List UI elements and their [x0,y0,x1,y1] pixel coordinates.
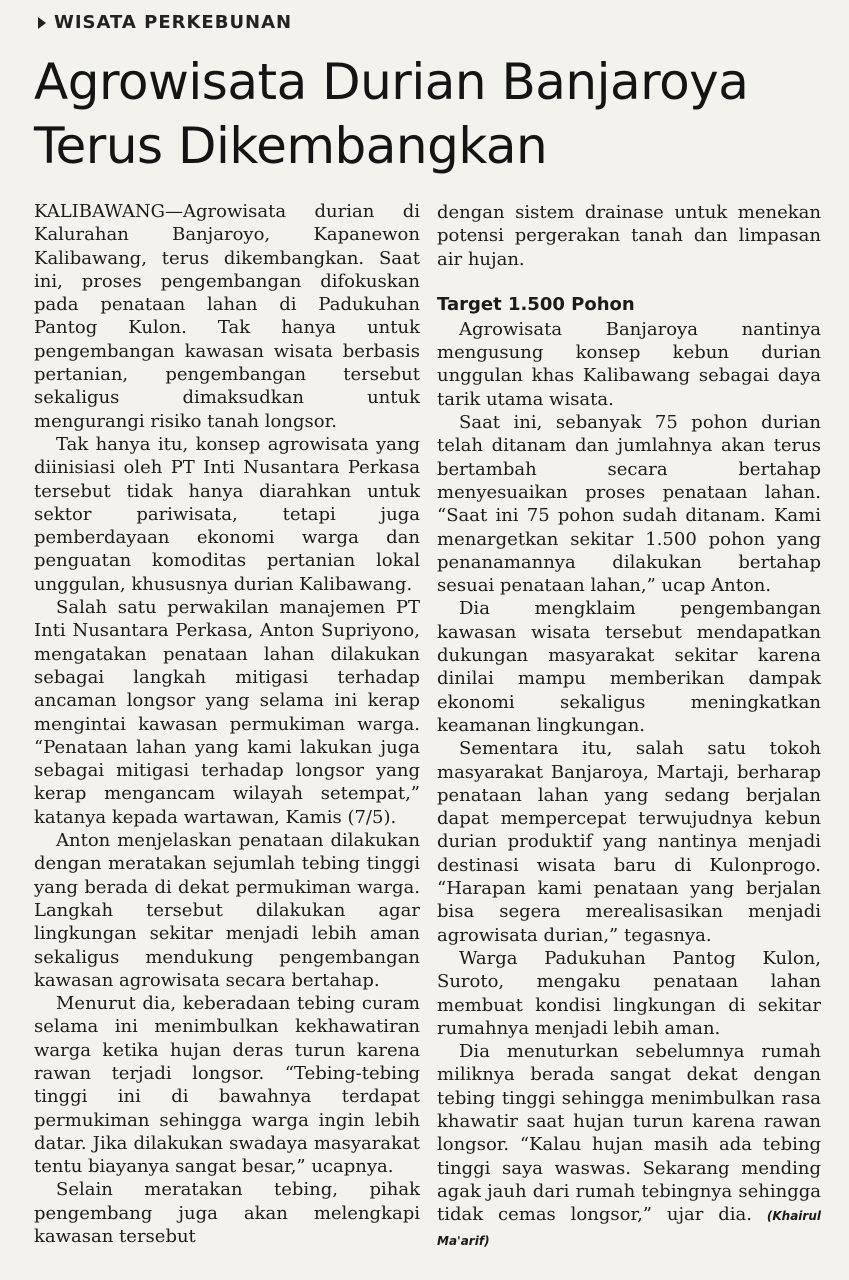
article-column-left [34,200,420,1248]
paragraph: KALIBAWANG—Agrowisata durian di Kalurahan Banjaroyo, Kapanewon Kalibawang, terus dikembangkan. Saat ini, proses pengembangan difokuskan pada penataan lahan di Padukuhan Pantog Kulon. Tak hanya untuk pengembangan kawasan wisata berbasis pertanian, pengembangan tersebut sekaligus dimaksudkan untuk mengurangi risiko tanah longsor. [34,201,420,432]
kicker-label: WISATA PERKEBUNAN [54,12,293,33]
article-headline: Agrowisata Durian Banjaroya Terus Dikembangkan [34,53,749,175]
author-credit: (Khairul Ma'arif) [437,1209,821,1249]
paragraph: Sementara itu, salah satu tokoh masyarakat Banjaroya, Martaji, berharap penataan lahan yang sedang berjalan dapat mempercepat terwujudnya kebun durian produktif yang nantinya menjadi destinasi wisata baru di Kulonprogo. “Harapan kami penataan yang berjalan bisa segera merealisasikan menjadi agrowisata durian,” tegasnya. [437,738,821,946]
article-column-right [437,201,821,1254]
paragraph-text: Dia menuturkan sebelumnya rumah miliknya berada sangat dekat dengan tebing tinggi sehingga menimbulkan rasa khawatir saat hujan turun karena rawan longsor. “Kalau hujan masih ada tebing tinggi saya waswas. Sekarang mending agak jauh dari rumah tebingnya sehingga tidak cemas longsor,” ujar dia. [437,1041,821,1226]
paragraph: Saat ini, sebanyak 75 pohon durian telah ditanam dan jumlahnya akan terus bertambah secara bertahap menyesuaikan proses penataan lahan. “Saat ini 75 pohon sudah ditanam. Kami menargetkan sekitar 1.500 pohon yang penanamannya dilakukan bertahap sesuai penataan lahan,” ucap Anton. [437,412,821,597]
paragraph: Dia mengklaim pengembangan kawasan wisata tersebut mendapatkan dukungan masyarakat sekitar karena dinilai mampu memberikan dampak ekonomi sekaligus meningkatkan keamanan lingkungan. [437,598,821,736]
section-kicker [38,12,292,33]
paragraph-final [437,1040,821,1254]
subheading: Target 1.500 Pohon [437,293,635,315]
paragraph: dengan sistem drainase untuk menekan potensi pergerakan tanah dan limpasan air hujan. [437,202,821,270]
paragraph: Selain meratakan tebing, pihak pengembang juga akan melengkapi kawasan tersebut [34,1179,420,1248]
paragraph: Menurut dia, keberadaan tebing curam selama ini menimbulkan kekhawatiran warga ketika hujan deras turun karena rawan terjadi longsor. “Tebing-tebing tinggi ini di bawahnya terdapat permukiman sehingga warga ingin lebih datar. Jika dilakukan swadaya masyarakat tentu biayanya sangat besar,” ucapnya. [34,993,420,1178]
triangle-bullet-icon [38,17,46,29]
paragraph: Warga Padukuhan Pantog Kulon, Suroto, mengaku penataan lahan membuat kondisi lingkungan di sekitar rumahnya menjadi lebih aman. [437,947,821,1039]
paragraph: Agrowisata Banjaroya nantinya mengusung konsep kebun durian unggulan khas Kalibawang sebagai daya tarik utama wisata. [437,318,821,410]
paragraph: Salah satu perwakilan manajemen PT Inti Nusantara Perkasa, Anton Supriyono, mengatakan penataan lahan dilakukan sebagai langkah mitigasi terhadap ancaman longsor yang selama ini kerap mengintai kawasan permukiman warga. “Penataan lahan yang kami lakukan juga sebagai mitigasi terhadap longsor yang kerap mengancam wilayah setempat,” katanya kepada wartawan, Kamis (7/5). [34,597,420,828]
paragraph: Anton menjelaskan penataan dilakukan dengan meratakan sejumlah tebing tinggi yang berada di dekat permukiman warga. Langkah tersebut dilakukan agar lingkungan sekitar menjadi lebih aman sekaligus mendukung pengembangan kawasan agrowisata secara bertahap. [34,830,420,991]
paragraph: Tak hanya itu, konsep agrowisata yang diinisiasi oleh PT Inti Nusantara Perkasa tersebut tidak hanya diarahkan untuk sektor pariwisata, tetapi juga pemberdayaan ekonomi warga dan penguatan komoditas pertanian lokal unggulan, khususnya durian Kalibawang. [34,433,420,595]
